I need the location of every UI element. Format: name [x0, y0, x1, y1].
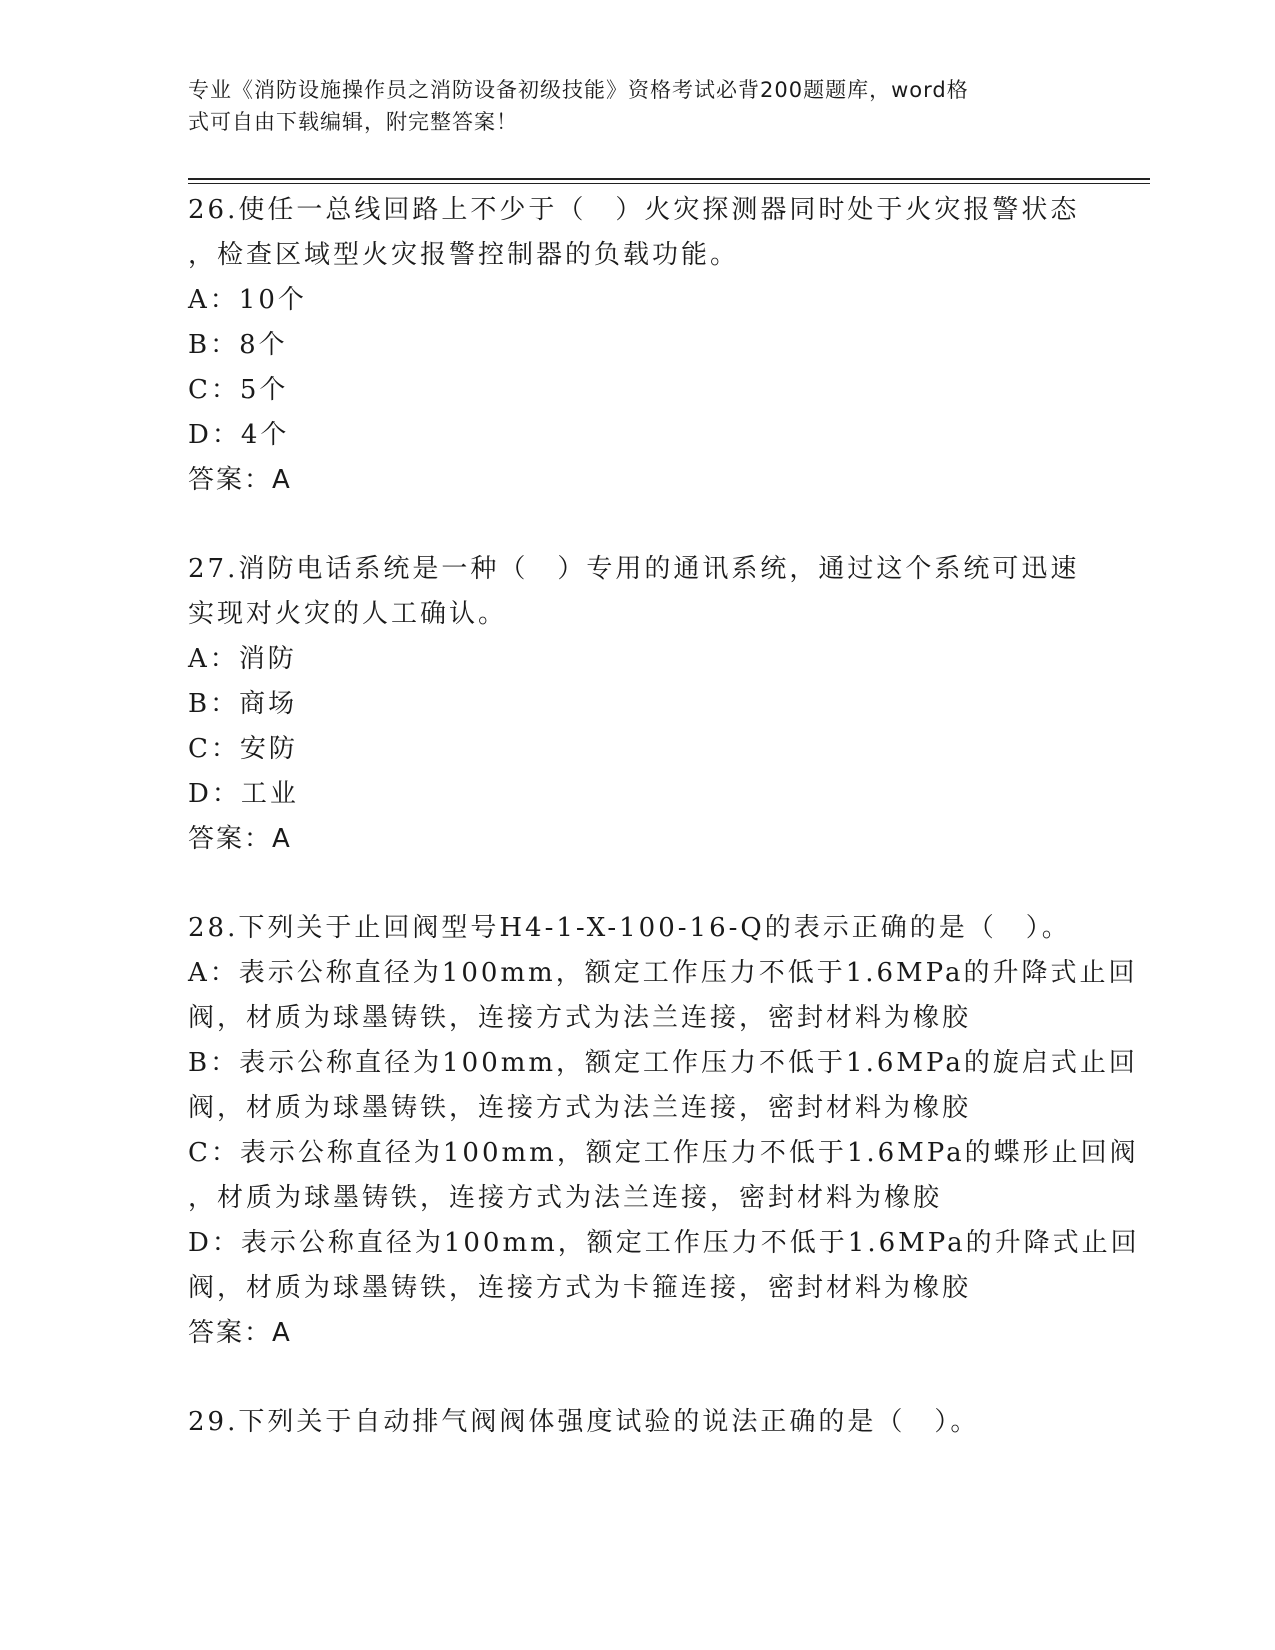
question-list	[188, 188, 1140, 1489]
answer-key: 答案：A	[188, 1318, 292, 1348]
header-divider	[188, 183, 1150, 184]
header-line: 专业《消防设施操作员之消防设备初级技能》资格考试必背200题题库，word格	[188, 78, 969, 102]
answer-option: C：表示公称直径为100mm，额定工作压力不低于1.6MPa的蝶形止回阀	[188, 1138, 1139, 1168]
answer-key: 答案：A	[188, 824, 292, 854]
question-block	[188, 906, 1140, 1356]
question-text: 实现对火灾的人工确认。	[188, 599, 508, 629]
answer-option: D：表示公称直径为100mm，额定工作压力不低于1.6MPa的升降式止回	[188, 1228, 1140, 1258]
answer-option: A：消防	[188, 644, 297, 674]
answer-option: C：安防	[188, 734, 298, 764]
answer-option: B：商场	[188, 689, 298, 719]
question-block	[188, 1400, 1088, 1445]
answer-option: 阀，材质为球墨铸铁，连接方式为法兰连接，密封材料为橡胶	[188, 1093, 972, 1123]
question-text: 29.下列关于自动排气阀阀体强度试验的说法正确的是（ ）。	[188, 1407, 980, 1437]
question-block	[188, 547, 1088, 862]
question-text: 26.使任一总线回路上不少于（ ）火灾探测器同时处于火灾报警状态	[188, 195, 1080, 225]
answer-option: 阀，材质为球墨铸铁，连接方式为卡箍连接，密封材料为橡胶	[188, 1273, 972, 1303]
document-header	[188, 74, 1068, 138]
answer-option: A：表示公称直径为100mm，额定工作压力不低于1.6MPa的升降式止回	[188, 958, 1138, 988]
header-line: 式可自由下载编辑，附完整答案！	[188, 110, 518, 134]
question-block	[188, 188, 1088, 503]
header-divider	[188, 178, 1150, 180]
answer-key: 答案：A	[188, 465, 292, 495]
answer-option: D：4个	[188, 420, 290, 450]
question-text: ，检查区域型火灾报警控制器的负载功能。	[188, 240, 740, 270]
answer-option: A：10个	[188, 285, 307, 315]
answer-option: 阀，材质为球墨铸铁，连接方式为法兰连接，密封材料为橡胶	[188, 1003, 972, 1033]
answer-option: C：5个	[188, 375, 289, 405]
answer-option: D：工业	[188, 779, 299, 809]
answer-option: ，材质为球墨铸铁，连接方式为法兰连接，密封材料为橡胶	[188, 1183, 943, 1213]
question-text: 28.下列关于止回阀型号H4-1-X-100-16-Q的表示正确的是（ ）。	[188, 913, 1071, 943]
answer-option: B：8个	[188, 330, 288, 360]
answer-option: B：表示公称直径为100mm，额定工作压力不低于1.6MPa的旋启式止回	[188, 1048, 1138, 1078]
question-text: 27.消防电话系统是一种（ ）专用的通讯系统，通过这个系统可迅速	[188, 554, 1080, 584]
